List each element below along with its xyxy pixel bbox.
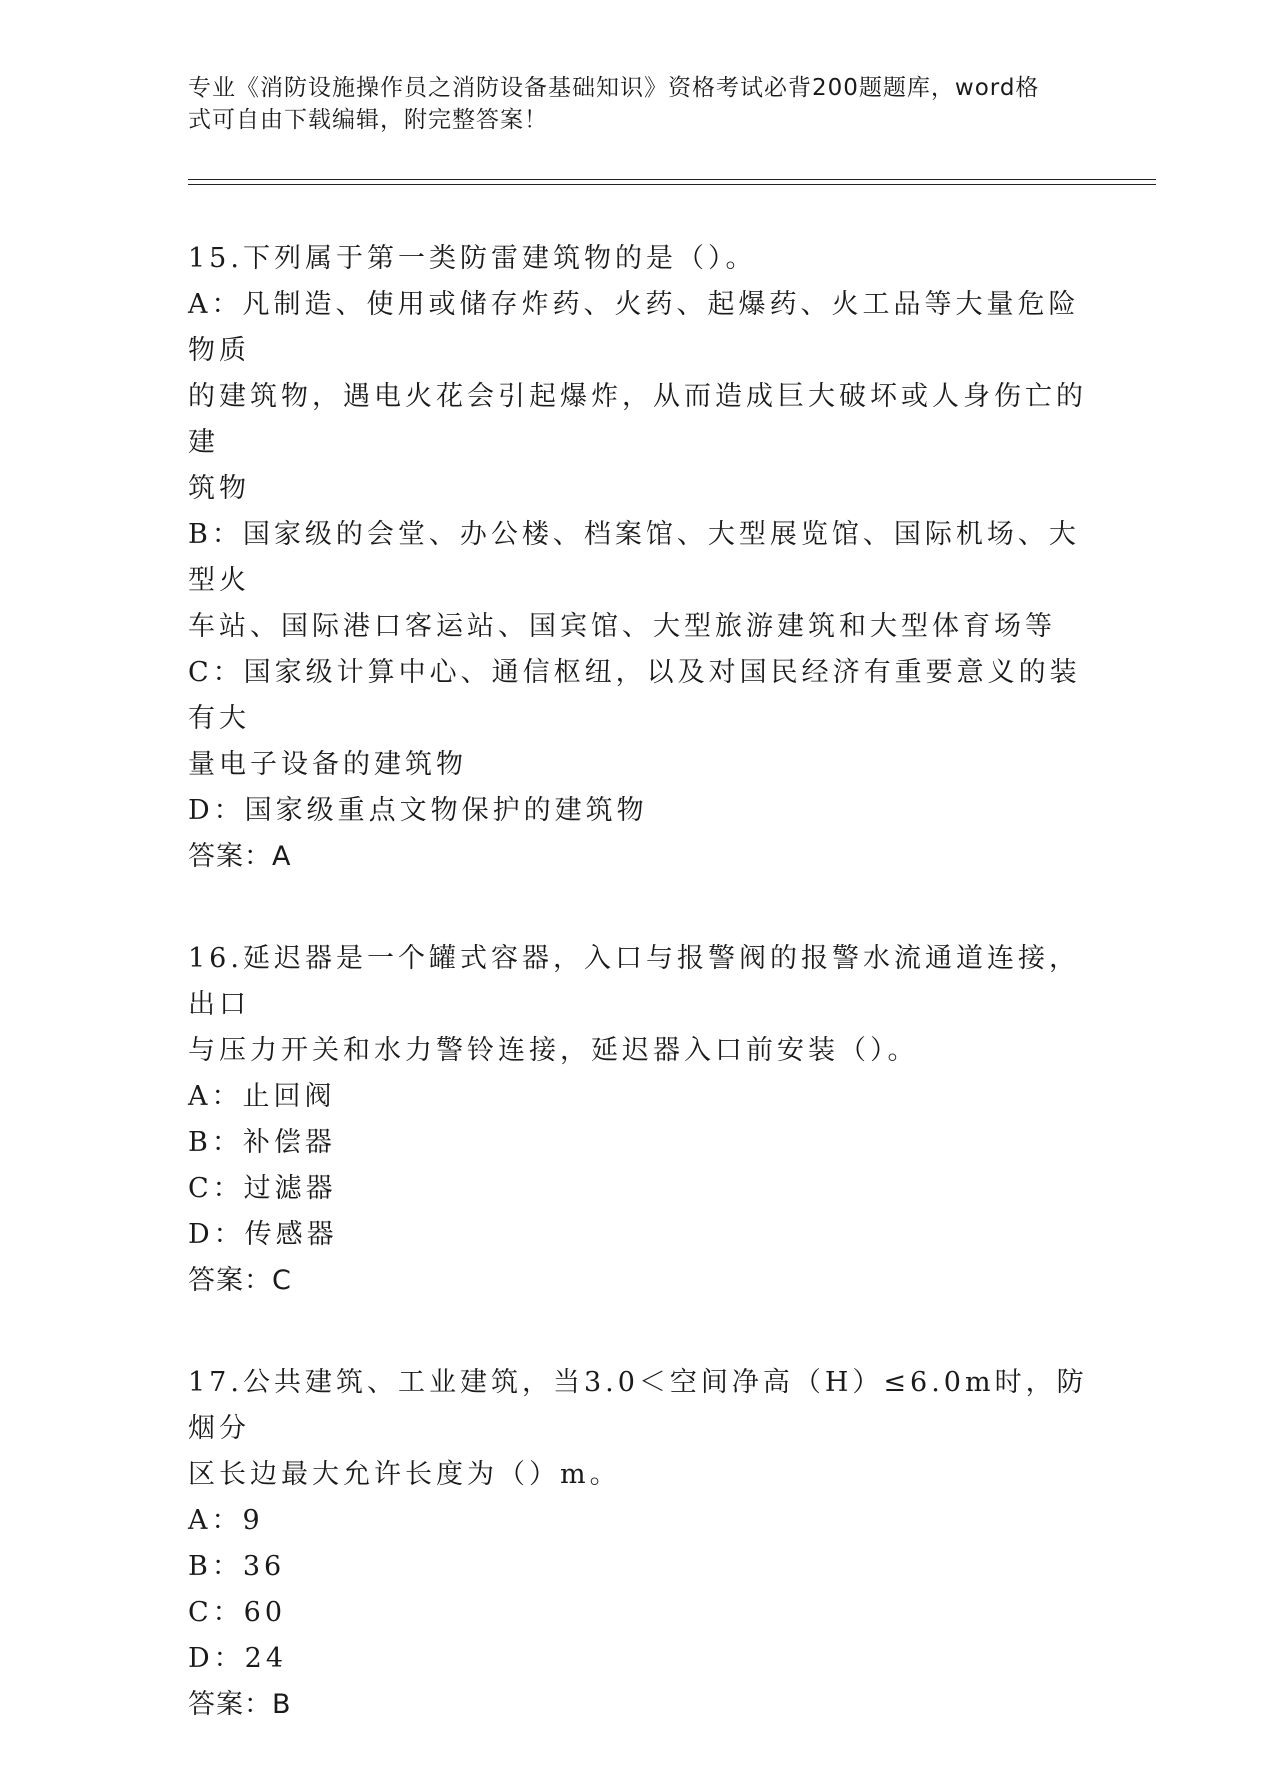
question-stem: 17.公共建筑、工业建筑，当3.0＜空间净高（H）≤6.0m时，防烟分: [188, 1367, 1088, 1444]
option-d: [188, 788, 1088, 834]
option-a: A：止回阀: [188, 1081, 336, 1112]
question-stem: 15.下列属于第一类防雷建筑物的是（）。: [188, 243, 757, 274]
answer-text: 答案：C: [188, 1265, 292, 1296]
header-divider-bottom: [188, 184, 1156, 185]
answer-text: 答案：B: [188, 1689, 292, 1720]
option-line: 车站、国际港口客运站、国宾馆、大型旅游建筑和大型体育场等: [188, 611, 1056, 642]
option-d: D：传感器: [188, 1219, 338, 1250]
question-stem: 16.延迟器是一个罐式容器，入口与报警阀的报警水流通道连接，出口: [188, 943, 1080, 1020]
answer-text: 答案：A: [188, 841, 292, 872]
document-header: [188, 72, 1068, 136]
option-c: [188, 650, 1088, 788]
header-line-2: 式可自由下载编辑，附完整答案！: [188, 107, 548, 133]
option-b: B：补偿器: [188, 1127, 336, 1158]
option-b: [188, 512, 1088, 650]
option-a: [188, 282, 1088, 512]
option-line: 的建筑物，遇电火花会引起爆炸，从而造成巨大破坏或人身伤亡的建: [188, 381, 1087, 458]
option-line: B：国家级的会堂、办公楼、档案馆、大型展览馆、国际机场、大型火: [188, 519, 1080, 596]
question-list: [188, 236, 1088, 1784]
option-line: A：凡制造、使用或储存炸药、火药、起爆药、火工品等大量危险物质: [188, 289, 1080, 366]
header-line-1: 专业《消防设施操作员之消防设备基础知识》资格考试必背200题题库，word格: [188, 75, 1040, 101]
question-15: [188, 236, 1088, 880]
option-line: C：国家级计算中心、通信枢纽，以及对国民经济有重要意义的装有大: [188, 657, 1081, 734]
option-a: A：9: [188, 1505, 264, 1536]
header-divider-top: [188, 179, 1156, 180]
option-c: C：过滤器: [188, 1173, 337, 1204]
option-line: 筑物: [188, 473, 250, 504]
option-line: 量电子设备的建筑物: [188, 749, 467, 780]
option-c: C：60: [188, 1597, 287, 1628]
option-b: B：36: [188, 1551, 286, 1582]
question-16: [188, 936, 1088, 1304]
question-stem: 与压力开关和水力警铃连接，延迟器入口前安装（）。: [188, 1035, 919, 1066]
question-17: [188, 1360, 1088, 1728]
option-d: D：24: [188, 1643, 288, 1674]
question-stem: 区长边最大允许长度为（）m。: [188, 1459, 621, 1490]
option-line: D：国家级重点文物保护的建筑物: [188, 795, 648, 826]
